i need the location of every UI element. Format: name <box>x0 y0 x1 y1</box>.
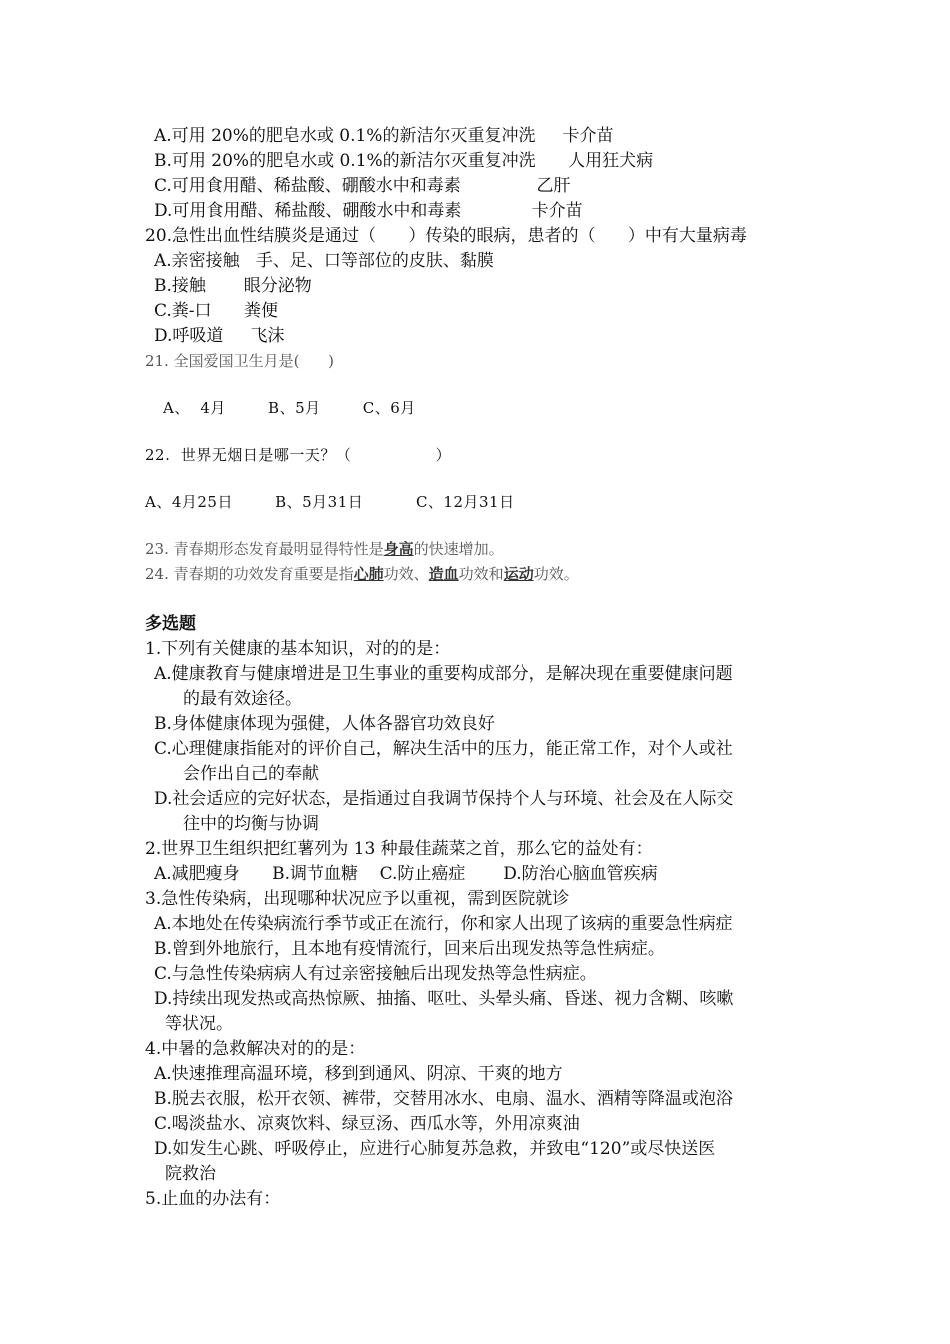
section-title: 多选题 <box>145 614 196 634</box>
m1-line: 往中的均衡与协调 <box>183 814 319 834</box>
m2-stem: 2.世界卫生组织把红薯列为 13 种最佳蔬菜之首，那么它的益处有： <box>145 839 653 859</box>
q21-stem: 21. 全国爱国卫生月是( ) <box>145 352 334 370</box>
q24-mid-1: 功效、 <box>383 565 429 583</box>
m4-line: D.如发生心跳、呼吸停止，应进行心肺复苏急救，并致电“120”或尽快送医 <box>154 1139 716 1159</box>
m3-line: C.与急性传染病病人有过亲密接触后出现发热等急性病症。 <box>154 964 597 984</box>
m1-line: 会作出自己的奉献 <box>183 764 319 784</box>
q20-option-a: A.亲密接触 手、足、口等部位的皮肤、黏膜 <box>154 251 494 271</box>
q19-option-a: A.可用 20%的肥皂水或 0.1%的新洁尔灭重复冲洗 卡介苗 <box>154 126 614 146</box>
m1-line: C.心理健康指能对的评价自己，解决生活中的压力，能正常工作，对个人或社 <box>154 739 733 759</box>
m4-line: C.喝淡盐水、凉爽饮料、绿豆汤、西瓜水等，外用凉爽油 <box>154 1114 580 1134</box>
m1-line: D.社会适应的完好状态，是指通过自我调节保持个人与环境、社会及在人际交 <box>154 789 734 809</box>
q23-answer: 身高 <box>383 540 414 558</box>
q24-pre: 24. 青春期的功效发育重要是指 <box>145 565 354 583</box>
q22-stem: 22. 世界无烟日是哪一天？（ ） <box>145 446 452 464</box>
m5-stem: 5.止血的办法有： <box>145 1189 281 1209</box>
m1-line: A.健康教育与健康增进是卫生事业的重要构成部分，是解决现在重要健康问题 <box>154 664 733 684</box>
q23-post: 的快速增加。 <box>413 540 504 558</box>
m3-line: 等状况。 <box>165 1014 233 1034</box>
q24-mid-2: 功效和 <box>458 565 504 583</box>
q24-line <box>145 562 579 586</box>
m1-stem: 1.下列有关健康的基本知识，对的的是： <box>145 639 451 659</box>
q24-answer-2: 造血 <box>428 565 459 583</box>
m4-line: B.脱去衣服，松开衣领、裤带，交替用冰水、电扇、温水、酒精等降温或泡浴 <box>154 1089 733 1109</box>
q21-options: A、 4月 B、5月 C、6月 <box>163 399 416 417</box>
m2-options: A.减肥瘦身 B.调节血糖 C.防止癌症 D.防治心脑血管疾病 <box>154 864 658 884</box>
m3-line: A.本地处在传染病流行季节或正在流行，你和家人出现了该病的重要急性病症 <box>154 914 733 934</box>
q19-option-c: C.可用食用醋、稀盐酸、硼酸水中和毒素 乙肝 <box>154 176 571 196</box>
q23-pre: 23. 青春期形态发育最明显得特性是 <box>145 540 384 558</box>
q24-answer-3: 运动 <box>503 565 534 583</box>
m1-line: 的最有效途径。 <box>183 689 302 709</box>
m3-line: B.曾到外地旅行，且本地有疫情流行，回来后出现发热等急性病症。 <box>154 939 665 959</box>
m1-line: B.身体健康体现为强健，人体各器官功效良好 <box>154 714 495 734</box>
q24-post: 功效。 <box>533 565 579 583</box>
m3-line: D.持续出现发热或高热惊厥、抽搐、呕吐、头晕头痛、昏迷、视力含糊、咳嗽 <box>154 989 734 1009</box>
m4-line: 院救治 <box>165 1164 216 1184</box>
q19-option-d: D.可用食用醋、稀盐酸、硼酸水中和毒素 卡介苗 <box>154 201 583 221</box>
m4-line: A.快速推理高温环境，移到到通风、阴凉、干爽的地方 <box>154 1064 563 1084</box>
q19-option-b: B.可用 20%的肥皂水或 0.1%的新洁尔灭重复冲洗 人用狂犬病 <box>154 151 654 171</box>
q20-option-b: B.接触 眼分泌物 <box>154 276 312 296</box>
m3-stem: 3.急性传染病，出现哪种状况应予以重视，需到医院就诊 <box>145 889 570 909</box>
q20-option-c: C.粪-口 粪便 <box>154 301 278 321</box>
q22-options: A、4月25日 B、5月31日 C、12月31日 <box>145 493 515 511</box>
m4-stem: 4.中暑的急救解决对的的是： <box>145 1039 366 1059</box>
q20-stem: 20.急性出血性结膜炎是通过（ ）传染的眼病，患者的（ ）中有大量病毒 <box>145 226 747 246</box>
q20-option-d: D.呼吸道 飞沫 <box>154 326 285 346</box>
q23-line <box>145 537 504 561</box>
q24-answer-1: 心肺 <box>353 565 384 583</box>
